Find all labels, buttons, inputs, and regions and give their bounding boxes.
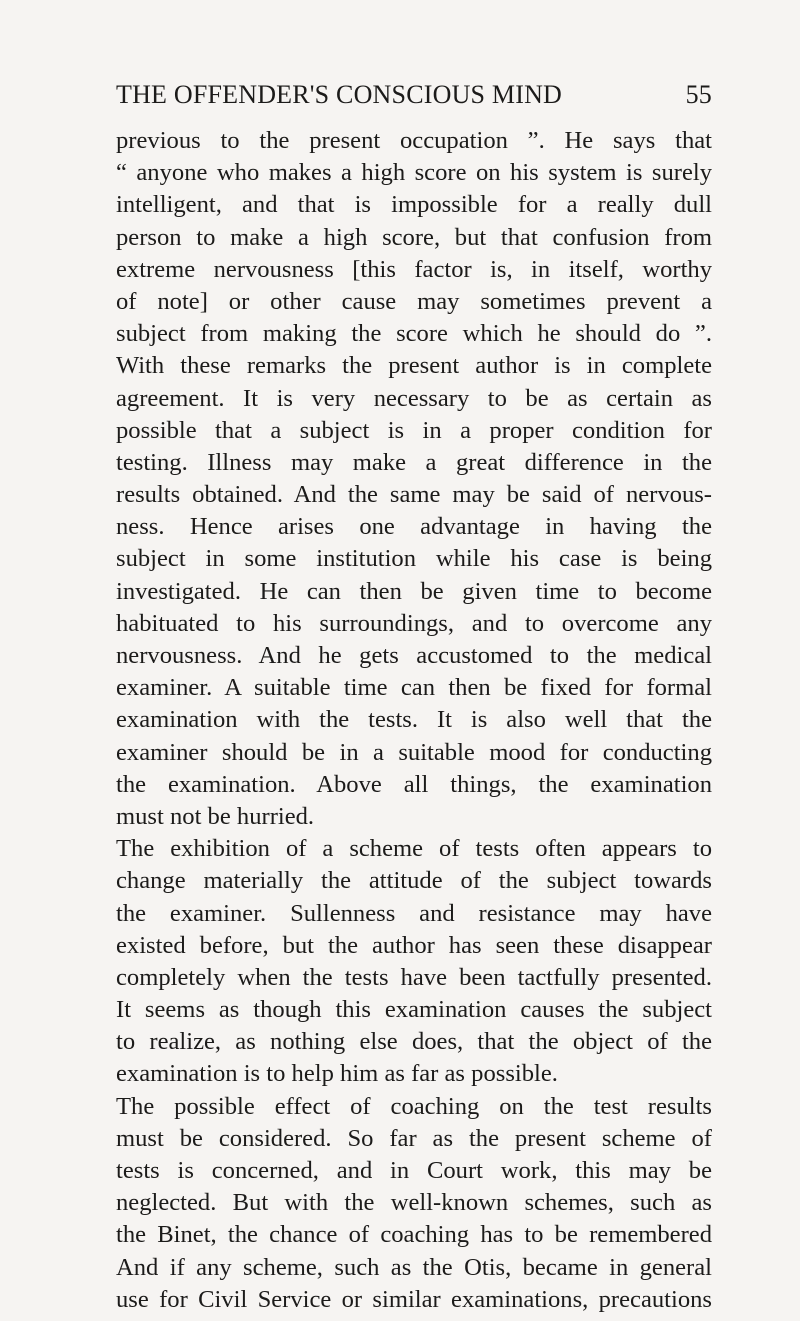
text-line: use for Civil Service or similar examinations, precautions	[116, 1285, 712, 1313]
running-head	[116, 80, 712, 120]
text-line: person to make a high score, but that confusion from	[116, 223, 712, 251]
page-number: 55	[685, 80, 712, 109]
text-line: subject from making the score which he should do ”.	[116, 320, 712, 348]
text-line: extreme nervousness [this factor is, in itself, worthy	[116, 255, 712, 283]
text-line: tests is concerned, and in Court work, this may be	[116, 1157, 712, 1184]
text-line: possible that a subject is in a proper condition for	[116, 416, 712, 444]
text-line: testing. Illness may make a great difference in the	[116, 448, 712, 476]
text-line: “ anyone who makes a high score on his system is surely	[116, 159, 712, 187]
text-line: existed before, but the author has seen these disappear	[116, 931, 712, 959]
text-line: agreement. It is very necessary to be as certain as	[116, 384, 712, 412]
text-line: ness. Hence arises one advantage in having the	[116, 513, 712, 541]
text-line: The possible effect of coaching on the test results	[116, 1092, 712, 1120]
text-line: intelligent, and that is impossible for a really dull	[116, 191, 712, 219]
text-line: the examiner. Sullenness and resistance may have	[116, 899, 712, 927]
text-line: examiner. A suitable time can then be fixed for formal	[116, 674, 712, 702]
text-line: to realize, as nothing else does, that the object of the	[116, 1028, 712, 1056]
text-line: the Binet, the chance of coaching has to be remembered	[116, 1221, 712, 1249]
text-line: neglected. But with the well-known schemes, such as	[116, 1189, 712, 1217]
text-line: completely when the tests have been tactfully presented.	[116, 963, 712, 991]
text-line: habituated to his surroundings, and to overcome any	[116, 609, 712, 637]
text-line: subject in some institution while his case is being	[116, 545, 712, 573]
text-line: It seems as though this examination causes the subject	[116, 996, 712, 1024]
text-line: With these remarks the present author is in complete	[116, 352, 712, 380]
running-head-title: THE OFFENDER'S CONSCIOUS MIND	[116, 80, 563, 109]
text-line: investigated. He can then be given time to become	[116, 577, 712, 605]
text-line: examination is to help him as far as possible.	[116, 1060, 558, 1088]
text-line: examiner should be in a suitable mood for conducting	[116, 738, 712, 766]
text-line: the examination. Above all things, the examination	[116, 770, 712, 798]
text-line: The exhibition of a scheme of tests often appears to	[116, 835, 712, 863]
text-line: of note] or other cause may sometimes prevent a	[116, 287, 712, 315]
text-line: previous to the present occupation ”. He says that	[116, 127, 712, 154]
text-line: results obtained. And the same may be said of nervous-	[116, 481, 712, 509]
text-line: change materially the attitude of the subject towards	[116, 867, 712, 895]
text-line: And if any scheme, such as the Otis, became in general	[116, 1253, 712, 1281]
text-line: nervousness. And he gets accustomed to the medical	[116, 642, 712, 669]
text-line: must not be hurried.	[116, 802, 315, 830]
text-line: examination with the tests. It is also well that the	[116, 706, 712, 734]
text-line: must be considered. So far as the present scheme of	[116, 1124, 712, 1152]
body-text	[116, 125, 712, 1316]
